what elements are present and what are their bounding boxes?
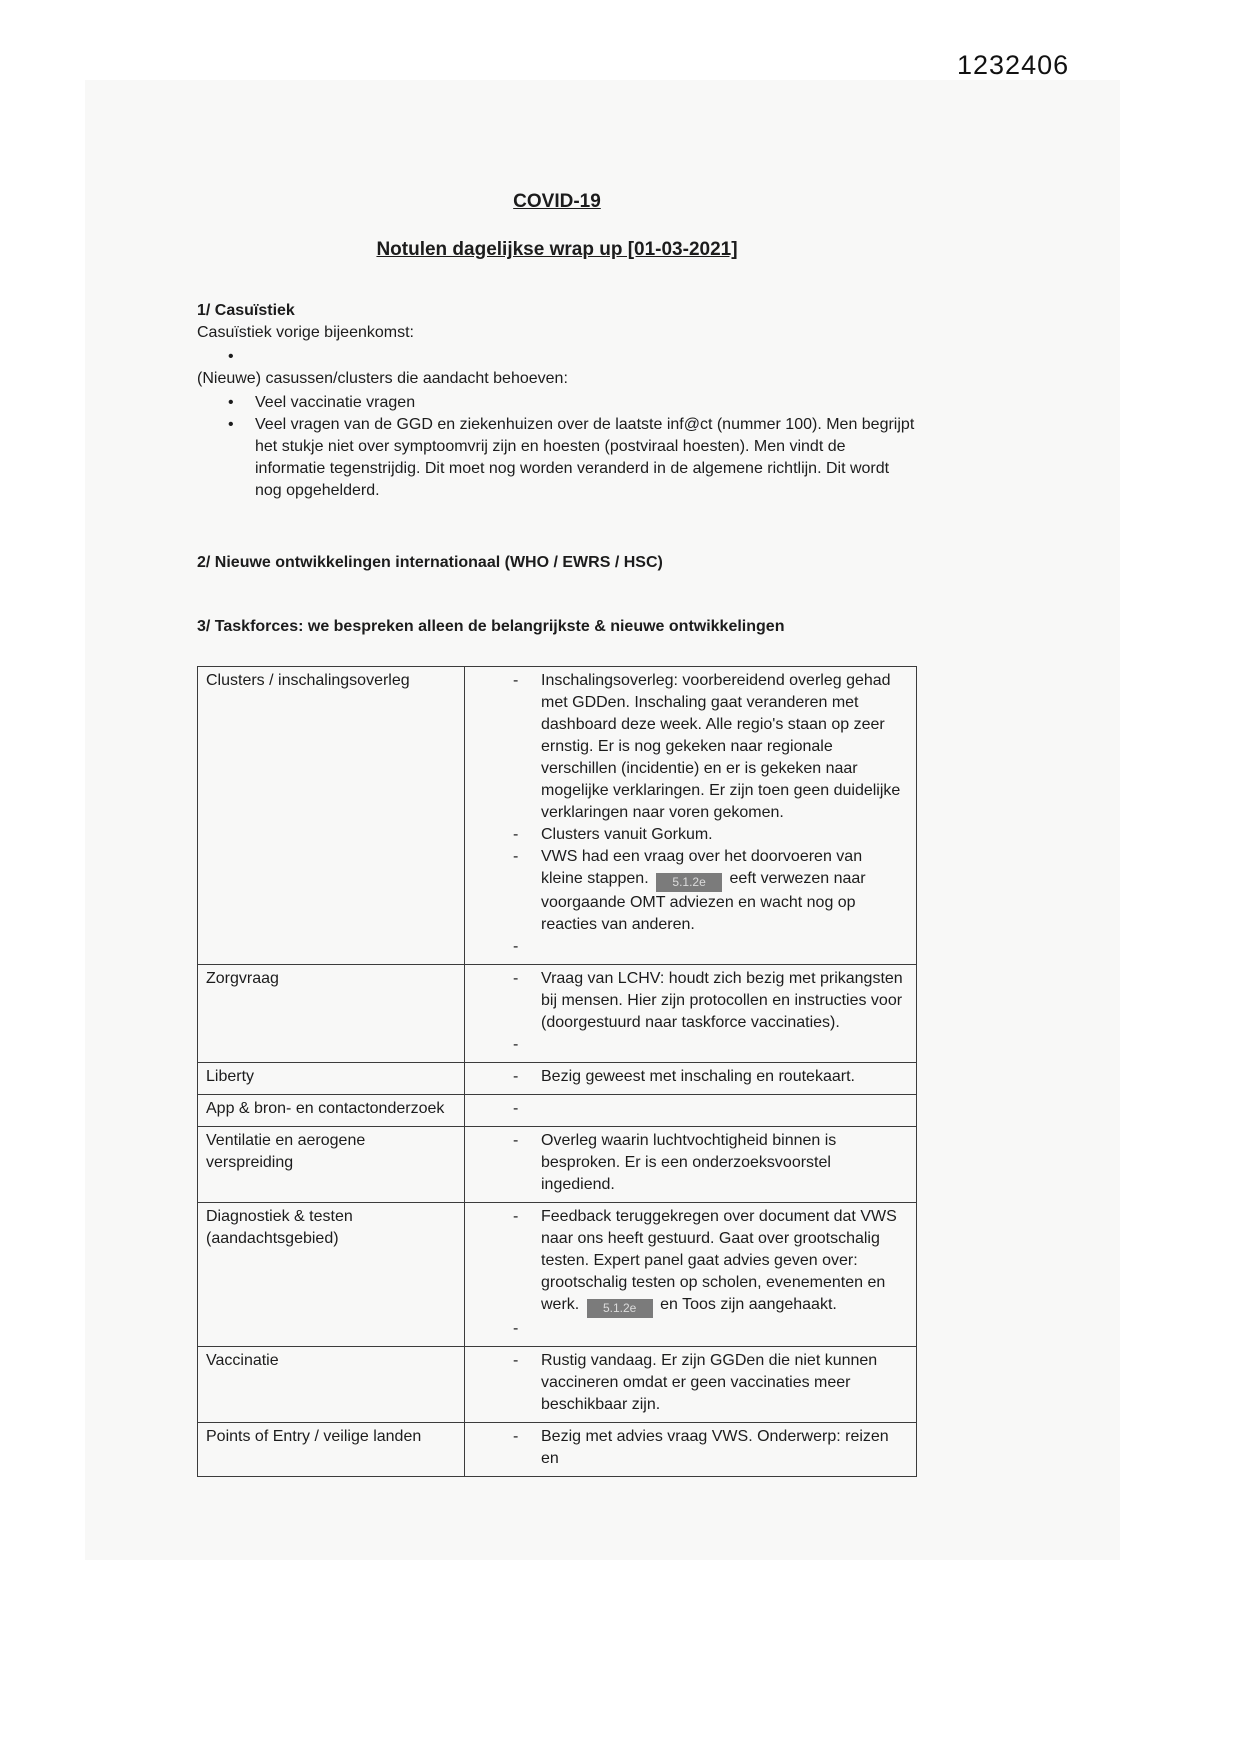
details-cell [465,965,917,1063]
section3-heading: 3/ Taskforces: we bespreken alleen de belangrijkste & nieuwe ontwikkelingen [197,618,785,635]
detail-text: VWS had een vraag over het doorvoeren van kleine stappen. 5.1.2e eeft verwezen naar voorgaande OMT adviezen en wacht nog op reacties van anderen. [541,848,866,933]
detail-item [473,936,908,958]
bullet-item [197,392,917,414]
table-row [198,1347,917,1423]
topic-cell: Zorgvraag [198,965,465,1063]
section1-intro-1: Casuïstiek vorige bijeenkomst: [197,324,414,341]
detail-item [473,824,908,846]
dash-marker: - [513,848,519,865]
topic-cell: Points of Entry / veilige landen [198,1423,465,1477]
dash-marker: - [513,938,519,955]
details-cell [465,1127,917,1203]
dash-marker: - [513,672,519,689]
dash-marker: - [513,1208,519,1225]
details-cell [465,1347,917,1423]
dash-marker: - [513,1320,519,1337]
bullet-text: Veel vragen van de GGD en ziekenhuizen over de laatste inf@ct (nummer 100). Men begrijpt het stukje niet over symptoomvrij zijn en hoesten (postviraal hoesten). Men vindt de informatie tegenstrijdig. Dit moet nog worden veranderd in de algemene richtlijn. Dit wordt nog opgehelderd. [255,416,915,499]
detail-text: Inschalingsoverleg: voorbereidend overleg gehad met GDDen. Inschaling gaat veranderen met dashboard deze week. Alle regio's staan op zeer ernstig. Er is nog gekeken naar regionale verschillen (incidentie) en er is gekeken naar mogelijke verklaringen. Er zijn toen geen duidelijke verklaringen naar voren gekomen. [541,672,901,821]
document-content [197,190,917,1477]
detail-text: Bezig met advies vraag VWS. Onderwerp: reizen en [541,1428,889,1467]
detail-text [541,1098,908,1120]
taskforce-table [197,666,917,1477]
bullet-marker: • [228,416,234,433]
table-row [198,1203,917,1347]
bullet-marker: • [228,394,234,411]
detail-item [473,1130,908,1196]
taskforce-table-body [198,667,917,1477]
detail-text: Bezig geweest met inschaling en routekaart. [541,1068,855,1085]
section1-heading: 1/ Casuïstiek [197,302,295,319]
table-row [198,1063,917,1095]
bullet-text [255,346,917,368]
topic-cell: Liberty [198,1063,465,1095]
detail-text [541,1034,908,1056]
detail-text: Feedback teruggekregen over document dat VWS naar ons heeft gestuurd. Gaat over grootschalig testen. Expert panel gaat advies geven over: grootschalig testen op scholen, evenementen en werk. 5.1.2e en Toos zijn aangehaakt. [541,1206,908,1318]
table-row [198,1423,917,1477]
detail-text: Overleg waarin luchtvochtigheid binnen is besproken. Er is een onderzoeksvoorstel ingediend. [541,1132,837,1193]
detail-item [473,1426,908,1470]
dash-marker: - [513,1428,519,1445]
detail-item [473,1318,908,1340]
detail-text: Clusters vanuit Gorkum. [541,826,713,843]
detail-item [473,1066,908,1088]
redaction-box: 5.1.2e [587,1299,653,1318]
table-row [198,965,917,1063]
table-row [198,667,917,965]
details-cell [465,667,917,965]
page-number: 1232406 [957,50,1070,80]
topic-cell: Ventilatie en aerogene verspreiding [198,1127,465,1203]
detail-text [541,936,908,958]
detail-item [473,968,908,1034]
bullet-text: Veel vaccinatie vragen [255,394,416,411]
section1-intro-2: (Nieuwe) casussen/clusters die aandacht behoeven: [197,370,568,387]
details-cell [465,1095,917,1127]
detail-text [541,1318,908,1340]
redaction-box: 5.1.2e [656,873,722,892]
topic-cell: Clusters / inschalingsoverleg [198,667,465,965]
details-cell [465,1423,917,1477]
detail-item [473,1350,908,1416]
bullet-item [197,414,917,502]
dash-marker: - [513,826,519,843]
bullet-item [197,346,917,368]
detail-item [473,1098,908,1120]
table-row [198,1127,917,1203]
detail-item [473,1034,908,1056]
section2-heading: 2/ Nieuwe ontwikkelingen internationaal (WHO / EWRS / HSC) [197,554,663,571]
dash-marker: - [513,1132,519,1149]
dash-marker: - [513,1068,519,1085]
topic-cell: Vaccinatie [198,1347,465,1423]
detail-item [473,846,908,936]
dash-marker: - [513,970,519,987]
dash-marker: - [513,1352,519,1369]
detail-text: Vraag van LCHV: houdt zich bezig met prikangsten bij mensen. Hier zijn protocollen en instructies voor (doorgestuurd naar taskforce vaccinaties). [541,970,903,1031]
detail-item [473,1206,908,1318]
dash-marker: - [513,1036,519,1053]
detail-item [473,670,908,824]
section1-bullet-list-b [197,392,917,502]
bullet-marker: • [228,348,234,365]
table-row [198,1095,917,1127]
detail-text: Rustig vandaag. Er zijn GGDen die niet kunnen vaccineren omdat er geen vaccinaties meer beschikbaar zijn. [541,1352,878,1413]
document-subtitle: Notulen dagelijkse wrap up [01-03-2021] [376,239,738,260]
document-title: COVID-19 [513,191,601,212]
dash-marker: - [513,1100,519,1117]
details-cell [465,1203,917,1347]
section1-bullet-list-a [197,346,917,368]
topic-cell: Diagnostiek & testen (aandachtsgebied) [198,1203,465,1347]
topic-cell: App & bron- en contactonderzoek [198,1095,465,1127]
details-cell [465,1063,917,1095]
